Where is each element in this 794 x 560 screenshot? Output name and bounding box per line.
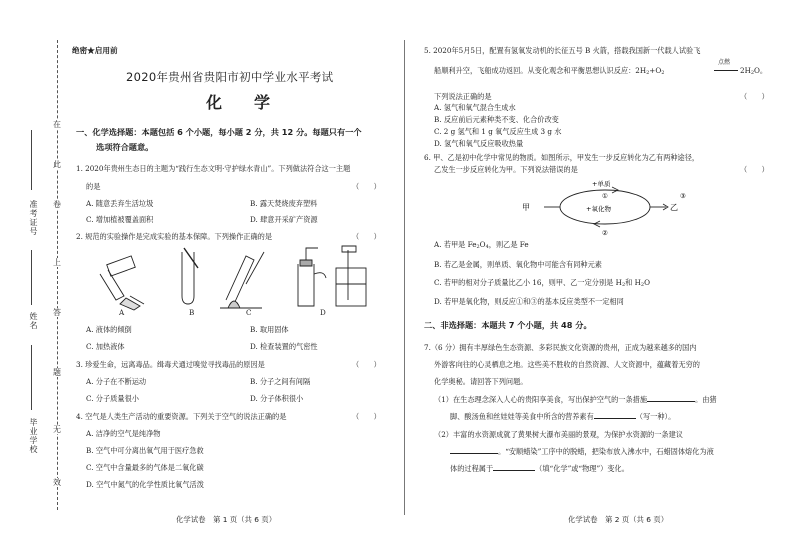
q4-option-c: C. 空气中含量最多的气体是二氧化碳 — [86, 463, 204, 472]
binding-char: 在 — [53, 120, 61, 129]
q1-answer-paren[interactable]: （ ） — [352, 182, 381, 191]
q2-apparatus-figure — [86, 244, 376, 314]
q7-part1-tail-2: （写一种）。 — [635, 412, 676, 421]
q5-product-sub: 2 — [750, 70, 755, 76]
q6-option-d: D. 若甲是氧化物，则反应①和③的基本反应类型不一定相同 — [434, 297, 624, 306]
q2-stem: 2. 规范的实验操作是完成实验的基本保障。下列操作正确的是 — [76, 232, 273, 241]
q7-part1-blank-1[interactable] — [647, 396, 695, 402]
q4-option-d: D. 空气中氮气的化学性质比氧气活泼 — [86, 480, 204, 489]
exam-title: 2020年贵州省贵阳市初中学业水平考试 — [126, 70, 334, 84]
binding-char: 题 — [53, 368, 61, 377]
secret-label: 绝密★启用前 — [72, 46, 118, 55]
q5-equation-product — [740, 66, 767, 78]
q5-option-d: D. 氢气和氧气反应吸收热量 — [434, 139, 524, 148]
binding-char: 此 — [53, 160, 61, 169]
binding-char: 效 — [53, 478, 61, 487]
q6-option-c-part3: O — [644, 278, 650, 287]
q7-part2-tail: （填“化学”或“物理”）变化。 — [535, 464, 629, 473]
binding-char: 卷 — [53, 200, 61, 209]
q5-stem: 5. 2020年5月5日，配置有氢氧发动机的长征五号 B 火箭，搭载我国新一代载人试验飞 — [424, 46, 701, 55]
q7-line-3: 化学奥秘。请回答下列问题。 — [434, 377, 528, 386]
q7-part2-text-2: 体的过程属于 — [450, 464, 494, 473]
q7-part1-tail: 。由猪 — [695, 395, 717, 404]
field-school-blank[interactable] — [31, 345, 32, 410]
q2-answer-paren[interactable]: （ ） — [352, 232, 381, 241]
q3-option-b: B. 分子之间有间隔 — [250, 377, 311, 386]
q7-part1-line2 — [450, 412, 675, 422]
field-name-blank[interactable] — [31, 250, 32, 305]
q3-option-a: A. 分子在不断运动 — [86, 377, 147, 386]
diagram-top-label: +单质 — [592, 180, 611, 188]
test-tube-illustration — [182, 248, 198, 304]
q5-equation-text: 船顺利升空，飞船成功返回。从变化观念和平衡思想认识反应：2H — [434, 66, 647, 75]
q6-option-c-part2: 和 H — [625, 278, 641, 287]
page-2-footer: 化学试卷 第 2 页（共 6 页） — [568, 515, 669, 524]
q5-option-b: B. 反应前后元素种类不变、化合价改变 — [434, 115, 559, 124]
q5-stem-cont — [434, 66, 664, 78]
q7-part2-text: 。“安顺蜡染”工序中的脱蜡，把染布放入沸水中，石蜡固体熔化为液 — [498, 447, 714, 456]
q2-fig-label-c: C — [246, 308, 252, 317]
diagram-step-1: ① — [602, 192, 608, 200]
q1-option-b: B. 露天焚烧废弃塑料 — [250, 199, 318, 208]
q7-part1-text: （1）在生态理念深入人心的贵阳享美食，写出保护空气的一条措施 — [434, 395, 648, 404]
airtightness-check-illustration — [298, 246, 366, 306]
q6-option-c — [434, 278, 650, 290]
q1-option-d: D. 肆意开采矿产资源 — [250, 215, 318, 224]
q5-stem-question: 下列说法正确的是 — [434, 92, 492, 101]
q1-option-a: A. 随意丢弃生活垃圾 — [86, 199, 154, 208]
binding-dashed-line — [57, 40, 58, 510]
q7-part2-line3 — [450, 464, 629, 474]
q6-option-a-part3: ，则乙是 Fe — [488, 240, 529, 249]
section-2-heading: 二、非选择题：本题共 7 个小题，共 48 分。 — [424, 320, 592, 330]
q2-fig-label-d: D — [320, 308, 326, 317]
q5-equation-arrow — [714, 70, 738, 71]
diagram-node-a: 甲 — [522, 203, 530, 212]
diagram-bottom-label: +氧化物 — [586, 205, 611, 213]
q3-option-c: C. 分子质量很小 — [86, 394, 139, 403]
pouring-liquid-illustration — [100, 256, 144, 310]
q2-option-b: B. 取用固体 — [250, 325, 289, 334]
q6-conversion-diagram — [520, 176, 690, 238]
q1-stem: 1. 2020年贵州生态日的主题为“践行生态文明·守护绿水青山”。下列做法符合这一主题 — [76, 164, 351, 173]
q7-part1-line1 — [434, 395, 717, 405]
page-1-footer: 化学试卷 第 1 页（共 6 页） — [176, 515, 277, 524]
section-1-heading: 一、化学选择题：本题包括 6 个小题，每小题 2 分，共 12 分。每题只有一个 — [76, 127, 362, 137]
q6-option-c-part1: C. 若甲的相对分子质量比乙小 16，则甲、乙一定分别是 H — [434, 278, 622, 287]
q7-line-1: 7.（6 分）拥有丰厚绿色生态资源、多彩民族文化资源的贵州，正成为越来越多的国内 — [424, 343, 697, 352]
diagram-node-b: 乙 — [670, 203, 678, 212]
field-exam-number-label: 准考证号 — [29, 200, 38, 236]
q4-answer-paren[interactable]: （ ） — [352, 412, 381, 421]
q5-option-c: C. 2 g 氢气和 1 g 氧气反应生成 3 g 水 — [434, 127, 562, 136]
q7-part1-blank-2[interactable] — [594, 413, 636, 419]
q5-equation-condition: 点燃 — [718, 59, 731, 66]
field-exam-number-blank[interactable] — [31, 130, 32, 190]
q6-option-c-sub: 2 — [621, 282, 626, 288]
q6-option-a-sub: 4 — [485, 244, 489, 250]
q6-option-a — [434, 240, 529, 252]
q2-option-a: A. 液体的倾倒 — [86, 325, 132, 334]
q6-option-c-sub: 2 — [640, 282, 645, 288]
q6-stem: 6. 甲、乙是初中化学中常见的物质。如图所示，甲发生一步反应转化为乙有两种途径， — [424, 153, 700, 162]
q1-option-c: C. 增加植被覆盖面积 — [86, 215, 154, 224]
q4-stem: 4. 空气是人类生产活动的重要资源。下列关于空气的说法正确的是 — [76, 412, 287, 421]
binding-char: 无 — [53, 425, 61, 434]
q7-part2-line2 — [450, 447, 714, 457]
q7-part2-blank-2[interactable] — [493, 465, 535, 471]
q6-option-a-part2: O — [479, 240, 486, 249]
q5-product-tail: O。 — [754, 66, 768, 75]
q5-product-text: 2H — [740, 66, 751, 75]
right-page — [410, 0, 794, 560]
heating-liquid-illustration — [220, 252, 264, 308]
q7-line-2: 外游客向往的心灵栖息之地。这些美不胜收的自然资源、人文资源中，蕴藏着无穷的 — [434, 360, 700, 369]
q1-stem-cont: 的是 — [86, 182, 101, 191]
q3-stem: 3. 珍爱生命，远离毒品。缉毒犬通过嗅觉寻找毒品的原因是 — [76, 360, 265, 369]
binding-char: 上 — [53, 258, 61, 267]
q2-option-c: C. 加热液体 — [86, 342, 125, 351]
q6-option-b: B. 若乙是金属，则单质、氧化物中可能含有同种元素 — [434, 260, 602, 269]
section-1-heading-cont: 选项符合题意。 — [96, 142, 154, 152]
q3-option-d: D. 分子体积很小 — [250, 394, 304, 403]
q5-answer-paren[interactable]: （ ） — [740, 92, 769, 101]
q4-option-a: A. 洁净的空气是纯净物 — [86, 429, 161, 438]
subject-title: 化 学 — [206, 93, 279, 112]
q6-option-a-part1: A. 若甲是 Fe — [434, 240, 477, 249]
q5-equation-sub: 2 — [661, 70, 665, 76]
q6-answer-paren[interactable]: （ ） — [740, 165, 769, 174]
page-divider — [404, 40, 405, 515]
q2-fig-label-a: A — [119, 308, 125, 317]
q3-answer-paren[interactable]: （ ） — [352, 360, 381, 369]
q2-option-d: D. 检查装置的气密性 — [250, 342, 318, 351]
q7-part2-line1: （2）丰富的水资源成就了黄果树大瀑布美丽的景观，为保护水资源的一条建议 — [434, 430, 683, 439]
diagram-step-2: ② — [602, 229, 608, 237]
field-school-label: 毕业学校 — [29, 418, 38, 454]
q4-option-b: B. 空气中可分离出氧气用于医疗急救 — [86, 446, 204, 455]
q6-option-a-sub: 2 — [476, 244, 480, 250]
q5-equation-sub: 2 — [646, 70, 650, 76]
q5-option-a: A. 氢气和氧气混合生成水 — [434, 103, 516, 112]
diagram-step-3: ③ — [680, 192, 686, 200]
q6-stem-cont: 乙发生一步反应转化为甲。下列说法错误的是 — [434, 165, 578, 174]
q7-part1-text-2: 脚、酸汤鱼和丝娃娃等美食中所含的营养素有 — [450, 412, 594, 421]
q7-part2-blank-1[interactable] — [450, 448, 498, 454]
binding-char: 答 — [53, 308, 61, 317]
field-name-label: 姓名 — [29, 312, 38, 330]
q2-fig-label-b: B — [189, 308, 195, 317]
q5-equation-mid: +O — [649, 66, 662, 75]
